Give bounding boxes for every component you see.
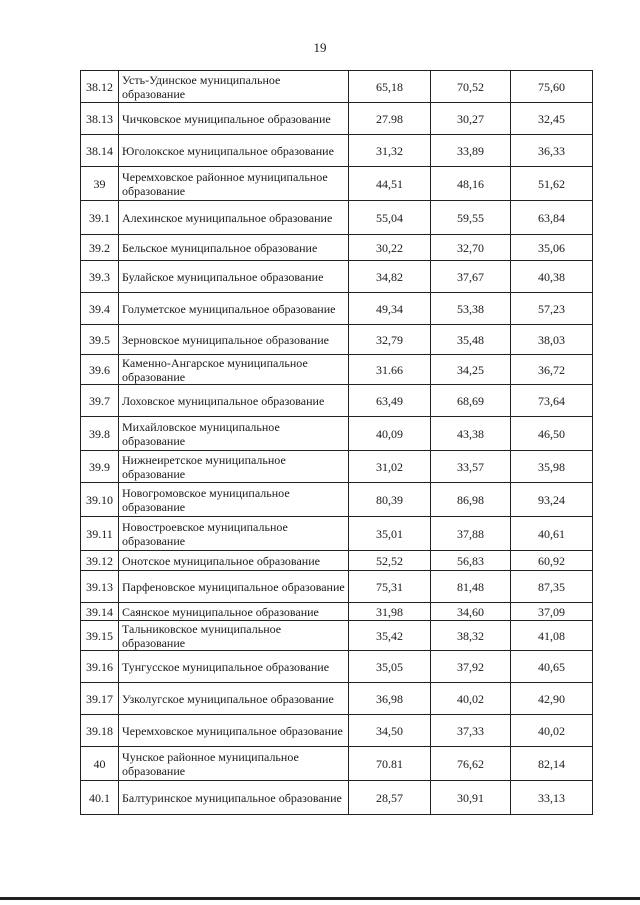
value-2-cell: 37,67 xyxy=(431,261,511,293)
row-number-cell: 39.7 xyxy=(81,385,119,417)
municipality-name-cell: Тунгусское муниципальное образование xyxy=(119,651,349,683)
municipality-name-cell: Алехинское муниципальное образование xyxy=(119,201,349,235)
value-2-cell: 86,98 xyxy=(431,483,511,517)
value-2-cell: 70,52 xyxy=(431,71,511,103)
row-number-cell: 39.5 xyxy=(81,325,119,355)
value-2-cell: 43,38 xyxy=(431,417,511,451)
municipality-name-cell: Голуметское муниципальное образование xyxy=(119,293,349,325)
row-number-cell: 39.4 xyxy=(81,293,119,325)
value-1-cell: 40,09 xyxy=(349,417,431,451)
value-3-cell: 51,62 xyxy=(511,167,593,201)
value-1-cell: 28,57 xyxy=(349,781,431,815)
value-2-cell: 34,60 xyxy=(431,603,511,621)
municipality-name-cell: Черемховское муниципальное образование xyxy=(119,715,349,747)
municipality-name-cell: Балтуринское муниципальное образование xyxy=(119,781,349,815)
value-1-cell: 31,98 xyxy=(349,603,431,621)
table-row xyxy=(81,451,593,483)
value-2-cell: 33,89 xyxy=(431,135,511,167)
municipality-name-cell: Тальниковское муниципальное образование xyxy=(119,621,349,651)
row-number-cell: 39.12 xyxy=(81,551,119,571)
municipality-name-cell: Саянское муниципальное образование xyxy=(119,603,349,621)
page-number: 19 xyxy=(313,40,327,55)
value-2-cell: 37,92 xyxy=(431,651,511,683)
value-1-cell: 35,42 xyxy=(349,621,431,651)
value-3-cell: 75,60 xyxy=(511,71,593,103)
value-3-cell: 40,65 xyxy=(511,651,593,683)
row-number-cell: 39.13 xyxy=(81,571,119,603)
value-3-cell: 37,09 xyxy=(511,603,593,621)
table-row xyxy=(81,385,593,417)
value-1-cell: 32,79 xyxy=(349,325,431,355)
value-3-cell: 42,90 xyxy=(511,683,593,715)
table-row xyxy=(81,571,593,603)
value-2-cell: 53,38 xyxy=(431,293,511,325)
row-number-cell: 38.14 xyxy=(81,135,119,167)
value-1-cell: 80,39 xyxy=(349,483,431,517)
table-row xyxy=(81,551,593,571)
value-3-cell: 57,23 xyxy=(511,293,593,325)
table-row xyxy=(81,167,593,201)
municipality-name-cell: Нижнеиретское муниципальное образование xyxy=(119,451,349,483)
municipality-name-cell: Лоховское муниципальное образование xyxy=(119,385,349,417)
table-row xyxy=(81,201,593,235)
value-2-cell: 34,25 xyxy=(431,355,511,385)
table-row xyxy=(81,235,593,261)
municipality-name-cell: Усть-Удинское муниципальное образование xyxy=(119,71,349,103)
row-number-cell: 39.11 xyxy=(81,517,119,551)
value-1-cell: 70.81 xyxy=(349,747,431,781)
table-row xyxy=(81,683,593,715)
table-row xyxy=(81,747,593,781)
row-number-cell: 39.6 xyxy=(81,355,119,385)
value-3-cell: 46,50 xyxy=(511,417,593,451)
value-3-cell: 38,03 xyxy=(511,325,593,355)
value-1-cell: 44,51 xyxy=(349,167,431,201)
value-3-cell: 40,02 xyxy=(511,715,593,747)
value-3-cell: 33,13 xyxy=(511,781,593,815)
bottom-scan-edge xyxy=(0,897,640,900)
municipality-name-cell: Новогромовское муниципальное образование xyxy=(119,483,349,517)
municipality-name-cell: Михайловское муниципальное образование xyxy=(119,417,349,451)
municipality-name-cell: Новостроевское муниципальное образование xyxy=(119,517,349,551)
value-3-cell: 35,98 xyxy=(511,451,593,483)
row-number-cell: 39.9 xyxy=(81,451,119,483)
municipality-name-cell: Бельское муниципальное образование xyxy=(119,235,349,261)
value-2-cell: 81,48 xyxy=(431,571,511,603)
value-2-cell: 32,70 xyxy=(431,235,511,261)
value-1-cell: 36,98 xyxy=(349,683,431,715)
table-row xyxy=(81,483,593,517)
table-row xyxy=(81,781,593,815)
value-1-cell: 35,01 xyxy=(349,517,431,551)
value-1-cell: 34,50 xyxy=(349,715,431,747)
table-row xyxy=(81,651,593,683)
value-3-cell: 93,24 xyxy=(511,483,593,517)
table-row xyxy=(81,603,593,621)
municipality-name-cell: Черемховское районное муниципальное образование xyxy=(119,167,349,201)
value-1-cell: 55,04 xyxy=(349,201,431,235)
municipality-name-cell: Парфеновское муниципальное образование xyxy=(119,571,349,603)
table-row xyxy=(81,103,593,135)
value-2-cell: 38,32 xyxy=(431,621,511,651)
municipality-name-cell: Зерновское муниципальное образование xyxy=(119,325,349,355)
table-row xyxy=(81,293,593,325)
table-row xyxy=(81,417,593,451)
value-3-cell: 73,64 xyxy=(511,385,593,417)
table-body xyxy=(81,71,593,815)
row-number-cell: 39.8 xyxy=(81,417,119,451)
value-1-cell: 63,49 xyxy=(349,385,431,417)
row-number-cell: 39.18 xyxy=(81,715,119,747)
value-1-cell: 31,02 xyxy=(349,451,431,483)
value-1-cell: 34,82 xyxy=(349,261,431,293)
value-3-cell: 36,33 xyxy=(511,135,593,167)
value-3-cell: 36,72 xyxy=(511,355,593,385)
row-number-cell: 39.2 xyxy=(81,235,119,261)
table-row xyxy=(81,355,593,385)
row-number-cell: 39.1 xyxy=(81,201,119,235)
value-3-cell: 40,38 xyxy=(511,261,593,293)
table-row xyxy=(81,325,593,355)
value-2-cell: 37,88 xyxy=(431,517,511,551)
municipality-name-cell: Булайское муниципальное образование xyxy=(119,261,349,293)
table-row xyxy=(81,715,593,747)
value-2-cell: 35,48 xyxy=(431,325,511,355)
table-row xyxy=(81,135,593,167)
row-number-cell: 39.16 xyxy=(81,651,119,683)
value-3-cell: 87,35 xyxy=(511,571,593,603)
value-2-cell: 56,83 xyxy=(431,551,511,571)
table-row xyxy=(81,621,593,651)
value-2-cell: 48,16 xyxy=(431,167,511,201)
value-2-cell: 40,02 xyxy=(431,683,511,715)
value-1-cell: 31,32 xyxy=(349,135,431,167)
value-2-cell: 33,57 xyxy=(431,451,511,483)
table-row xyxy=(81,261,593,293)
value-2-cell: 30,27 xyxy=(431,103,511,135)
value-1-cell: 49,34 xyxy=(349,293,431,325)
value-1-cell: 31.66 xyxy=(349,355,431,385)
row-number-cell: 40 xyxy=(81,747,119,781)
value-3-cell: 41,08 xyxy=(511,621,593,651)
value-1-cell: 75,31 xyxy=(349,571,431,603)
row-number-cell: 39.17 xyxy=(81,683,119,715)
value-3-cell: 63,84 xyxy=(511,201,593,235)
row-number-cell: 39.15 xyxy=(81,621,119,651)
value-3-cell: 35,06 xyxy=(511,235,593,261)
value-2-cell: 76,62 xyxy=(431,747,511,781)
value-3-cell: 60,92 xyxy=(511,551,593,571)
municipality-name-cell: Чунское районное муниципальное образование xyxy=(119,747,349,781)
value-2-cell: 30,91 xyxy=(431,781,511,815)
row-number-cell: 39.10 xyxy=(81,483,119,517)
value-1-cell: 65,18 xyxy=(349,71,431,103)
value-1-cell: 27.98 xyxy=(349,103,431,135)
value-1-cell: 52,52 xyxy=(349,551,431,571)
value-3-cell: 82,14 xyxy=(511,747,593,781)
table-row xyxy=(81,71,593,103)
row-number-cell: 38.12 xyxy=(81,71,119,103)
municipality-name-cell: Онотское муниципальное образование xyxy=(119,551,349,571)
value-2-cell: 59,55 xyxy=(431,201,511,235)
municipality-name-cell: Чичковское муниципальное образование xyxy=(119,103,349,135)
row-number-cell: 38.13 xyxy=(81,103,119,135)
table-row xyxy=(81,517,593,551)
value-2-cell: 37,33 xyxy=(431,715,511,747)
data-table xyxy=(80,70,593,815)
municipality-name-cell: Каменно-Ангарское муниципальное образование xyxy=(119,355,349,385)
row-number-cell: 40.1 xyxy=(81,781,119,815)
value-1-cell: 30,22 xyxy=(349,235,431,261)
row-number-cell: 39.14 xyxy=(81,603,119,621)
value-3-cell: 40,61 xyxy=(511,517,593,551)
value-3-cell: 32,45 xyxy=(511,103,593,135)
municipality-name-cell: Юголокское муниципальное образование xyxy=(119,135,349,167)
value-1-cell: 35,05 xyxy=(349,651,431,683)
row-number-cell: 39.3 xyxy=(81,261,119,293)
row-number-cell: 39 xyxy=(81,167,119,201)
value-2-cell: 68,69 xyxy=(431,385,511,417)
municipality-name-cell: Узколугское муниципальное образование xyxy=(119,683,349,715)
